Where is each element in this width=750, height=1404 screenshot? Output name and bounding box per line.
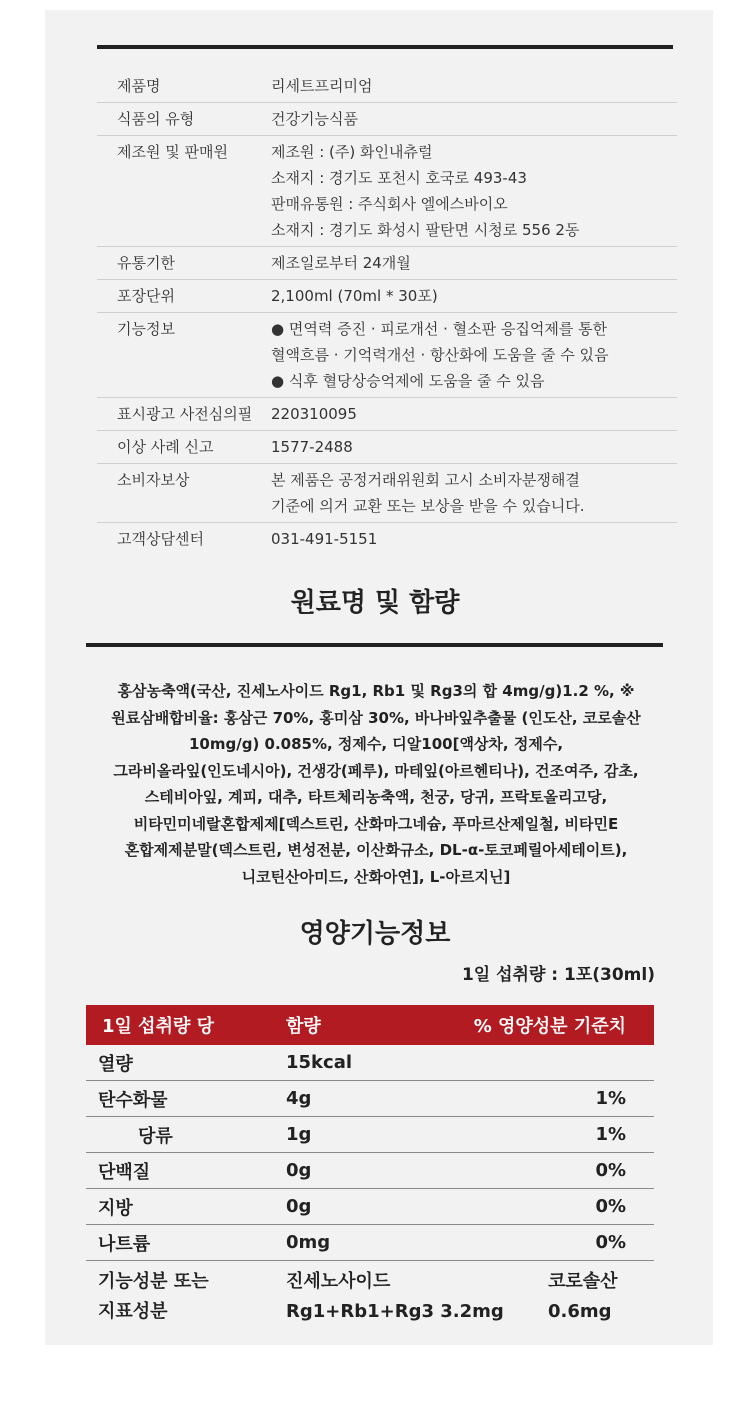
nutrition-row: [86, 1153, 654, 1189]
info-line: 220310095: [271, 405, 357, 423]
info-line: 제조원 : (주) 화인내츄럴: [271, 143, 433, 161]
functional-percent-line: 0.6mg: [548, 1301, 612, 1322]
info-row: [97, 431, 677, 464]
header-amount: 함량: [286, 1016, 321, 1037]
info-row: [97, 464, 677, 523]
info-value: [271, 434, 677, 460]
info-label: 소비자보상: [117, 471, 190, 489]
nutrient-amount: 0g: [286, 1196, 312, 1217]
product-info-table: [97, 70, 677, 555]
info-label: 포장단위: [117, 287, 175, 305]
nutrition-table: [86, 1005, 654, 1341]
ingredients-line: 니코틴산아미드, 산화아연], L-아르지닌]: [241, 867, 511, 886]
info-line: 2,100ml (70ml * 30포): [271, 287, 438, 305]
info-line: 소재지 : 경기도 포천시 호국로 493-43: [271, 169, 527, 187]
functional-label-line: 지표성분: [98, 1301, 168, 1322]
nutrient-percent: 1%: [595, 1088, 626, 1109]
info-line: ● 식후 혈당상승억제에 도움을 줄 수 있음: [271, 372, 545, 390]
nutrient-name: 당류: [138, 1125, 173, 1147]
functional-label-line: 기능성분 또는: [98, 1271, 209, 1292]
info-row: [97, 398, 677, 431]
info-line: 건강기능식품: [271, 110, 358, 128]
info-row: [97, 280, 677, 313]
info-line: 031-491-5151: [271, 530, 378, 548]
info-label: 이상 사례 신고: [117, 438, 214, 456]
info-line: 판매유통원 : 주식회사 엘에스바이오: [271, 195, 508, 213]
nutrient-percent: 0%: [595, 1196, 626, 1217]
info-row: [97, 523, 677, 555]
info-line: 소재지 : 경기도 화성시 팔탄면 시청로 556 2동: [271, 221, 580, 239]
nutrient-amount: 4g: [286, 1088, 312, 1109]
header-percent: % 영양성분 기준치: [473, 1016, 626, 1037]
info-row: [97, 70, 677, 103]
functional-amount-line: Rg1+Rb1+Rg3 3.2mg: [286, 1301, 504, 1322]
info-label: 식품의 유형: [117, 110, 195, 128]
info-value: [271, 526, 677, 552]
info-line: 리세트프리미엄: [271, 77, 373, 95]
info-value: [271, 139, 677, 243]
nutrient-name: 나트륨: [98, 1233, 151, 1255]
ingredients-line: 비타민미네랄혼합제제[덱스트린, 산화마그네슘, 푸마르산제일철, 비타민E: [133, 814, 619, 833]
nutrient-amount: 1g: [286, 1124, 312, 1145]
info-label: 기능정보: [117, 320, 175, 338]
ingredients-line: 10mg/g) 0.085%, 정제수, 디알100[액상차, 정제수,: [188, 735, 564, 753]
serving-size: 1일 섭취량 : 1포(30ml): [461, 965, 655, 985]
info-line: 혈액흐름 · 기억력개선 · 항산화에 도움을 줄 수 있음: [271, 346, 609, 364]
info-line: 본 제품은 공정거래위원회 고시 소비자분쟁해결: [271, 471, 580, 489]
info-label: 제조원 및 판매원: [117, 143, 228, 161]
info-line: 제조일로부터 24개월: [271, 254, 411, 272]
functional-percent: [548, 1267, 654, 1327]
info-row: [97, 103, 677, 136]
functional-percent-line: 코로솔산: [548, 1271, 618, 1292]
nutrient-name: 열량: [98, 1053, 133, 1075]
nutrient-percent: 1%: [595, 1124, 626, 1145]
info-label: 표시광고 사전심의필: [117, 405, 253, 423]
nutrient-name: 지방: [98, 1197, 133, 1219]
nutrition-row: [86, 1045, 654, 1081]
functional-amount-line: 진세노사이드: [286, 1271, 391, 1292]
info-value: [271, 283, 677, 309]
info-label: 제품명: [117, 77, 161, 95]
nutrient-amount: 0mg: [286, 1232, 331, 1253]
info-row: [97, 313, 677, 398]
nutrition-row: [86, 1225, 654, 1261]
nutrition-header: [86, 1005, 654, 1045]
ingredients-line: 홍삼농축액(국산, 진세노사이드 Rg1, Rb1 및 Rg3의 합 4mg/g)1.2 %, ※: [117, 682, 635, 700]
functional-ingredient-row: [86, 1261, 654, 1341]
ingredients-text: [80, 678, 672, 890]
ingredients-line: 그라비올라잎(인도네시아), 건생강(페루), 마테잎(아르헨티나), 건조여주, 감초,: [113, 761, 639, 780]
info-line: 1577-2488: [271, 438, 353, 456]
header-per-serving: 1일 섭취량 당: [102, 1016, 214, 1037]
nutrient-name: 단백질: [98, 1161, 151, 1183]
info-label: 고객상담센터: [117, 530, 204, 548]
ingredients-line: 스테비아잎, 계피, 대추, 타트체리농축액, 천궁, 당귀, 프락토올리고당,: [144, 788, 608, 806]
ingredients-title: 원료명 및 함량: [290, 588, 460, 618]
ingredients-divider: [86, 643, 663, 647]
info-row: [97, 247, 677, 280]
info-value: [271, 467, 677, 519]
nutrition-row: [86, 1081, 654, 1117]
top-divider: [97, 45, 673, 49]
nutrition-title: 영양기능정보: [299, 919, 451, 949]
info-value: [271, 106, 677, 132]
info-label: 유통기한: [117, 254, 175, 272]
info-value: [271, 401, 677, 427]
functional-label: [86, 1267, 286, 1327]
nutrition-row: [86, 1117, 654, 1153]
functional-amount: [286, 1267, 548, 1327]
info-value: [271, 250, 677, 276]
nutrient-name: 탄수화물: [98, 1089, 168, 1111]
info-value: [271, 73, 677, 99]
nutrient-percent: 0%: [595, 1232, 626, 1253]
nutrient-amount: 15kcal: [286, 1052, 353, 1073]
info-row: [97, 136, 677, 247]
info-value: [271, 316, 677, 394]
info-line: ● 면역력 증진 · 피로개선 · 혈소판 응집억제를 통한: [271, 320, 608, 338]
ingredients-line: 혼합제제분말(덱스트린, 변성전분, 이산화규소, DL-α-토코페릴아세테이트),: [124, 841, 628, 859]
info-line: 기준에 의거 교환 또는 보상을 받을 수 있습니다.: [271, 497, 585, 515]
nutrient-amount: 0g: [286, 1160, 312, 1181]
nutrition-row: [86, 1189, 654, 1225]
ingredients-line: 원료삼배합비율: 홍삼근 70%, 홍미삼 30%, 바나바잎추출물 (인도산, 코로솔산: [111, 708, 641, 727]
nutrient-percent: 0%: [595, 1160, 626, 1181]
